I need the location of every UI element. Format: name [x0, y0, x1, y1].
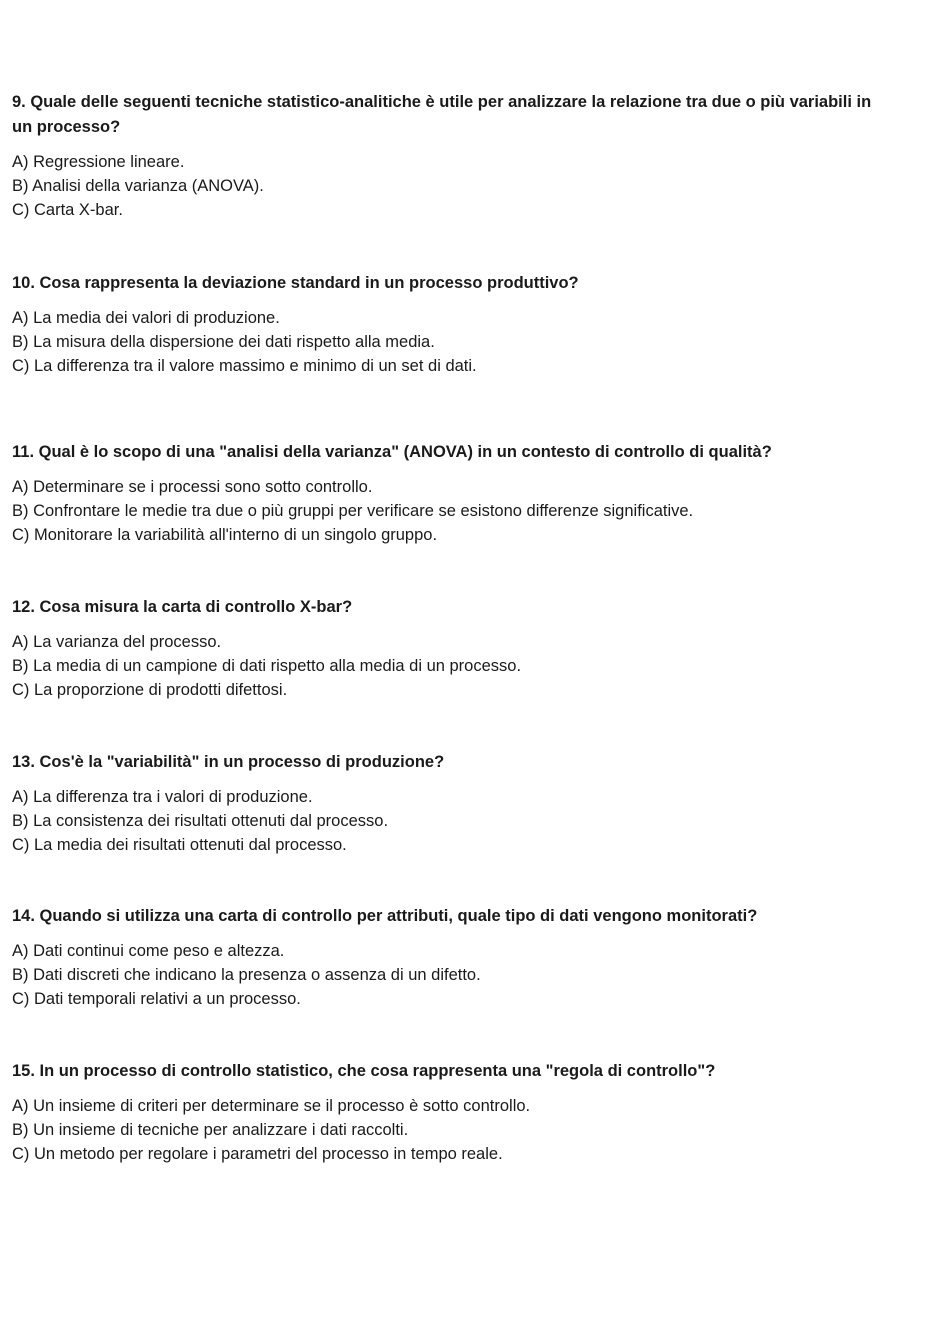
question-title: 9. Quale delle seguenti tecniche statistico-analitiche è utile per analizzare la relazione tra due o più variabili in un processo?	[12, 93, 872, 136]
question-11	[12, 440, 932, 547]
answer-option-c: C) Dati temporali relativi a un processo.	[12, 990, 301, 1008]
answer-option-c: C) La differenza tra il valore massimo e minimo di un set di dati.	[12, 357, 477, 375]
answer-option-b: B) Un insieme di tecniche per analizzare i dati raccolti.	[12, 1121, 409, 1139]
answer-option-b: B) Confrontare le medie tra due o più gruppi per verificare se esistono differenze significative.	[12, 502, 694, 520]
answer-option-a: A) La differenza tra i valori di produzione.	[12, 788, 313, 806]
question-12	[12, 595, 932, 702]
answer-option-a: A) La media dei valori di produzione.	[12, 309, 280, 327]
answer-option-b: B) La misura della dispersione dei dati rispetto alla media.	[12, 333, 435, 351]
answer-option-a: A) Dati continui come peso e altezza.	[12, 942, 285, 960]
answer-option-c: C) Carta X-bar.	[12, 201, 123, 219]
answer-option-b: B) La consistenza dei risultati ottenuti dal processo.	[12, 812, 389, 830]
question-title: 10. Cosa rappresenta la deviazione standard in un processo produttivo?	[12, 274, 579, 292]
question-title: 13. Cos'è la "variabilità" in un processo di produzione?	[12, 753, 445, 771]
answer-option-b: B) Dati discreti che indicano la presenza o assenza di un difetto.	[12, 966, 481, 984]
answer-option-b: B) Analisi della varianza (ANOVA).	[12, 177, 264, 195]
question-title: 11. Qual è lo scopo di una "analisi della varianza" (ANOVA) in un contesto di controllo di qualità?	[12, 443, 772, 461]
question-13	[12, 750, 932, 857]
answer-option-c: C) Monitorare la variabilità all'interno di un singolo gruppo.	[12, 526, 438, 544]
answer-option-a: A) La varianza del processo.	[12, 633, 222, 651]
question-14	[12, 904, 932, 1011]
answer-option-c: C) La media dei risultati ottenuti dal processo.	[12, 836, 347, 854]
answer-option-c: C) La proporzione di prodotti difettosi.	[12, 681, 288, 699]
answer-option-a: A) Regressione lineare.	[12, 153, 185, 171]
answer-option-a: A) Un insieme di criteri per determinare se il processo è sotto controllo.	[12, 1097, 531, 1115]
answer-option-a: A) Determinare se i processi sono sotto controllo.	[12, 478, 373, 496]
question-title: 14. Quando si utilizza una carta di controllo per attributi, quale tipo di dati vengono monitorati?	[12, 907, 758, 925]
question-9	[12, 90, 932, 222]
answer-option-c: C) Un metodo per regolare i parametri del processo in tempo reale.	[12, 1145, 503, 1163]
question-15	[12, 1059, 932, 1166]
question-title: 15. In un processo di controllo statistico, che cosa rappresenta una "regola di controllo"?	[12, 1062, 716, 1080]
answer-option-b: B) La media di un campione di dati rispetto alla media di un processo.	[12, 657, 522, 675]
question-title: 12. Cosa misura la carta di controllo X-bar?	[12, 598, 353, 616]
question-10	[12, 271, 932, 378]
